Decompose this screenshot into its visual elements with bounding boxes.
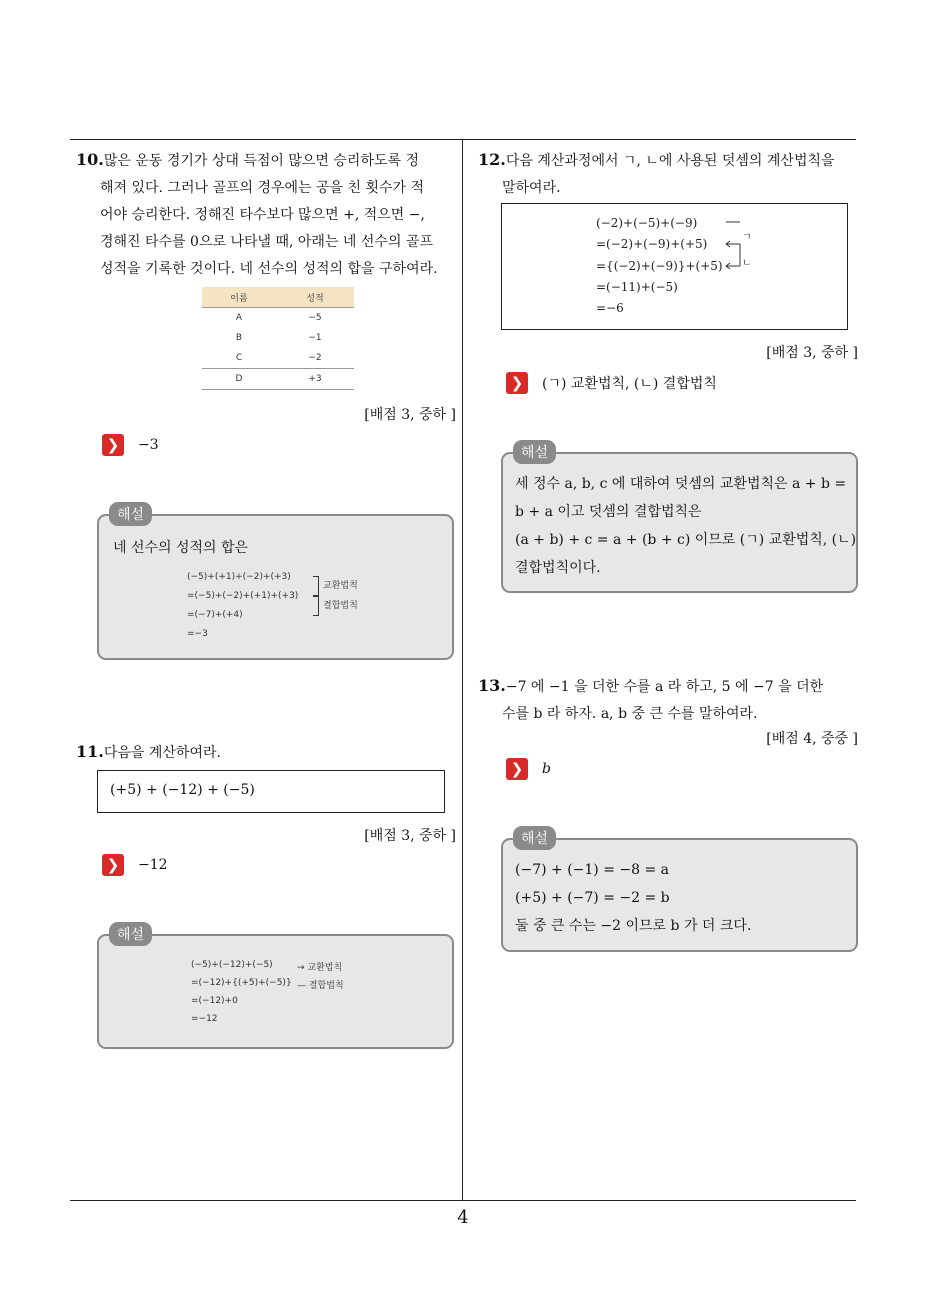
explanation-tag: 해설: [513, 440, 556, 464]
bracket-mark: [313, 576, 319, 596]
calc-line: =−12: [191, 1014, 218, 1024]
explanation-box: [501, 445, 858, 593]
calc-line: =(−12)+0: [191, 996, 238, 1006]
explanation-tag: 해설: [109, 502, 152, 526]
calc-line: =(−11)+(−5): [596, 280, 678, 294]
question-13: [478, 672, 860, 728]
table-row: [202, 308, 354, 329]
calc-mark: ㄱ: [742, 232, 752, 243]
calc-line: ={(−2)+(−9)}+(+5): [596, 259, 723, 273]
explanation-tag: 해설: [109, 922, 152, 946]
question-text-line: 성적을 기록한 것이다. 네 선수의 성적의 합을 구하여라.: [100, 261, 438, 277]
question-12: [478, 146, 858, 202]
expression-text: (+5) + (−12) + (−5): [110, 782, 255, 798]
score-label: [배점 3, 중하 ]: [766, 345, 858, 361]
calc-line: =(−2)+(−9)+(+5): [596, 237, 708, 251]
answer: [506, 758, 551, 780]
calc-line: (−2)+(−5)+(−9): [596, 216, 698, 230]
calc-line: =−3: [187, 629, 208, 639]
question-10: [76, 146, 460, 283]
arrow-marks-icon: [722, 218, 782, 278]
question-text-line: 많은 운동 경기가 상대 득점이 많으면 승리하도록 정: [103, 153, 419, 169]
calc-label: — 결합법칙: [297, 981, 344, 991]
calc-label: 교환법칙: [323, 581, 358, 591]
explanation-line: (−7) + (−1) = −8 = a: [515, 862, 669, 878]
answer-chevron-icon: ❯: [102, 854, 124, 876]
table-row: [202, 348, 354, 369]
question-text-line: 어야 승리한다. 정해진 타수보다 많으면 +, 적으면 −,: [100, 207, 425, 223]
top-rule: [70, 139, 856, 140]
explanation-box: [97, 927, 454, 1049]
explanation-line: 세 정수 a, b, c 에 대하여 덧셈의 교환법칙은 a + b =: [515, 476, 847, 492]
explanation-text: [515, 856, 751, 940]
table-cell: C: [235, 353, 243, 363]
column-divider: [462, 139, 463, 1201]
page-number: 4: [457, 1207, 469, 1228]
explanation-text: 네 선수의 성적의 합은: [113, 540, 249, 556]
answer: [102, 434, 159, 456]
expression-box: [97, 770, 445, 813]
score-label: [배점 3, 중하 ]: [364, 407, 456, 423]
question-text: 다음을 계산하여라.: [103, 745, 221, 761]
explanation-line: (a + b) + c = a + (b + c) 이므로 (ㄱ) 교환법칙, (ㄴ): [515, 532, 857, 548]
calc-line: =(−7)+(+4): [187, 610, 243, 620]
explanation-line: 둘 중 큰 수는 −2 이므로 b 가 더 크다.: [515, 918, 752, 934]
answer: [506, 372, 717, 394]
table-cell: D: [235, 374, 243, 384]
question-number: 13.: [478, 676, 506, 695]
table-row: [202, 369, 354, 390]
answer: [102, 854, 168, 876]
question-text-line: 말하여라.: [502, 180, 561, 196]
bracket-mark: [313, 596, 319, 616]
answer-chevron-icon: ❯: [102, 434, 124, 456]
calc-line: (−5)+(+1)+(−2)+(+3): [187, 572, 291, 582]
golf-score-table: [202, 287, 354, 390]
calc-line: (−5)+(−12)+(−5): [191, 960, 273, 970]
explanation-box: [501, 831, 858, 952]
question-text-line: −7 에 −1 을 더한 수를 a 라 하고, 5 에 −7 을 더한: [505, 679, 824, 695]
answer-text: −12: [138, 857, 168, 873]
table-header: 이름: [202, 287, 276, 308]
explanation-box: [97, 507, 454, 660]
table-cell: +3: [308, 374, 322, 384]
explanation-tag: 해설: [513, 826, 556, 850]
question-text-line: 수를 b 라 하자. a, b 중 큰 수를 말하여라.: [502, 706, 758, 722]
table-cell: B: [235, 333, 243, 343]
bottom-rule: [70, 1200, 856, 1201]
explanation-text: [515, 470, 856, 582]
calc-line: =(−5)+(−2)+(+1)+(+3): [187, 591, 299, 601]
calc-line: =(−12)+{(+5)+(−5)}: [191, 978, 292, 988]
explanation-line: 결합법칙이다.: [515, 560, 601, 576]
answer-chevron-icon: ❯: [506, 372, 528, 394]
question-text-line: 해져 있다. 그러나 골프의 경우에는 공을 친 횟수가 적: [100, 180, 425, 196]
calc-mark: ㄴ: [742, 258, 752, 269]
table-cell: A: [235, 313, 243, 323]
score-label: [배점 3, 중하 ]: [364, 828, 456, 844]
explanation-line: b + a 이고 덧셈의 결합법칙은: [515, 504, 702, 520]
question-11: [76, 738, 221, 767]
calc-label: 결합법칙: [323, 601, 358, 611]
table-header: 성적: [276, 287, 354, 308]
calc-label: → 교환법칙: [297, 963, 343, 973]
answer-text: (ㄱ) 교환법칙, (ㄴ) 결합법칙: [542, 376, 717, 392]
score-label: [배점 4, 중중 ]: [766, 731, 858, 747]
question-number: 11.: [76, 742, 104, 761]
calculation-box: [501, 203, 848, 330]
question-number: 12.: [478, 150, 506, 169]
question-text-line: 다음 계산과정에서 ㄱ, ㄴ에 사용된 덧셈의 계산법칙을: [505, 153, 835, 169]
table-cell: −5: [308, 313, 322, 323]
table-cell: −1: [308, 333, 322, 343]
table-row: [202, 328, 354, 348]
question-number: 10.: [76, 150, 104, 169]
calc-line: =−6: [596, 301, 624, 315]
answer-text: b: [542, 761, 551, 777]
explanation-line: (+5) + (−7) = −2 = b: [515, 890, 670, 906]
table-cell: −2: [308, 353, 322, 363]
answer-text: −3: [138, 437, 159, 453]
answer-chevron-icon: ❯: [506, 758, 528, 780]
question-text-line: 경해진 타수를 0으로 나타낼 때, 아래는 네 선수의 골프: [100, 234, 433, 250]
